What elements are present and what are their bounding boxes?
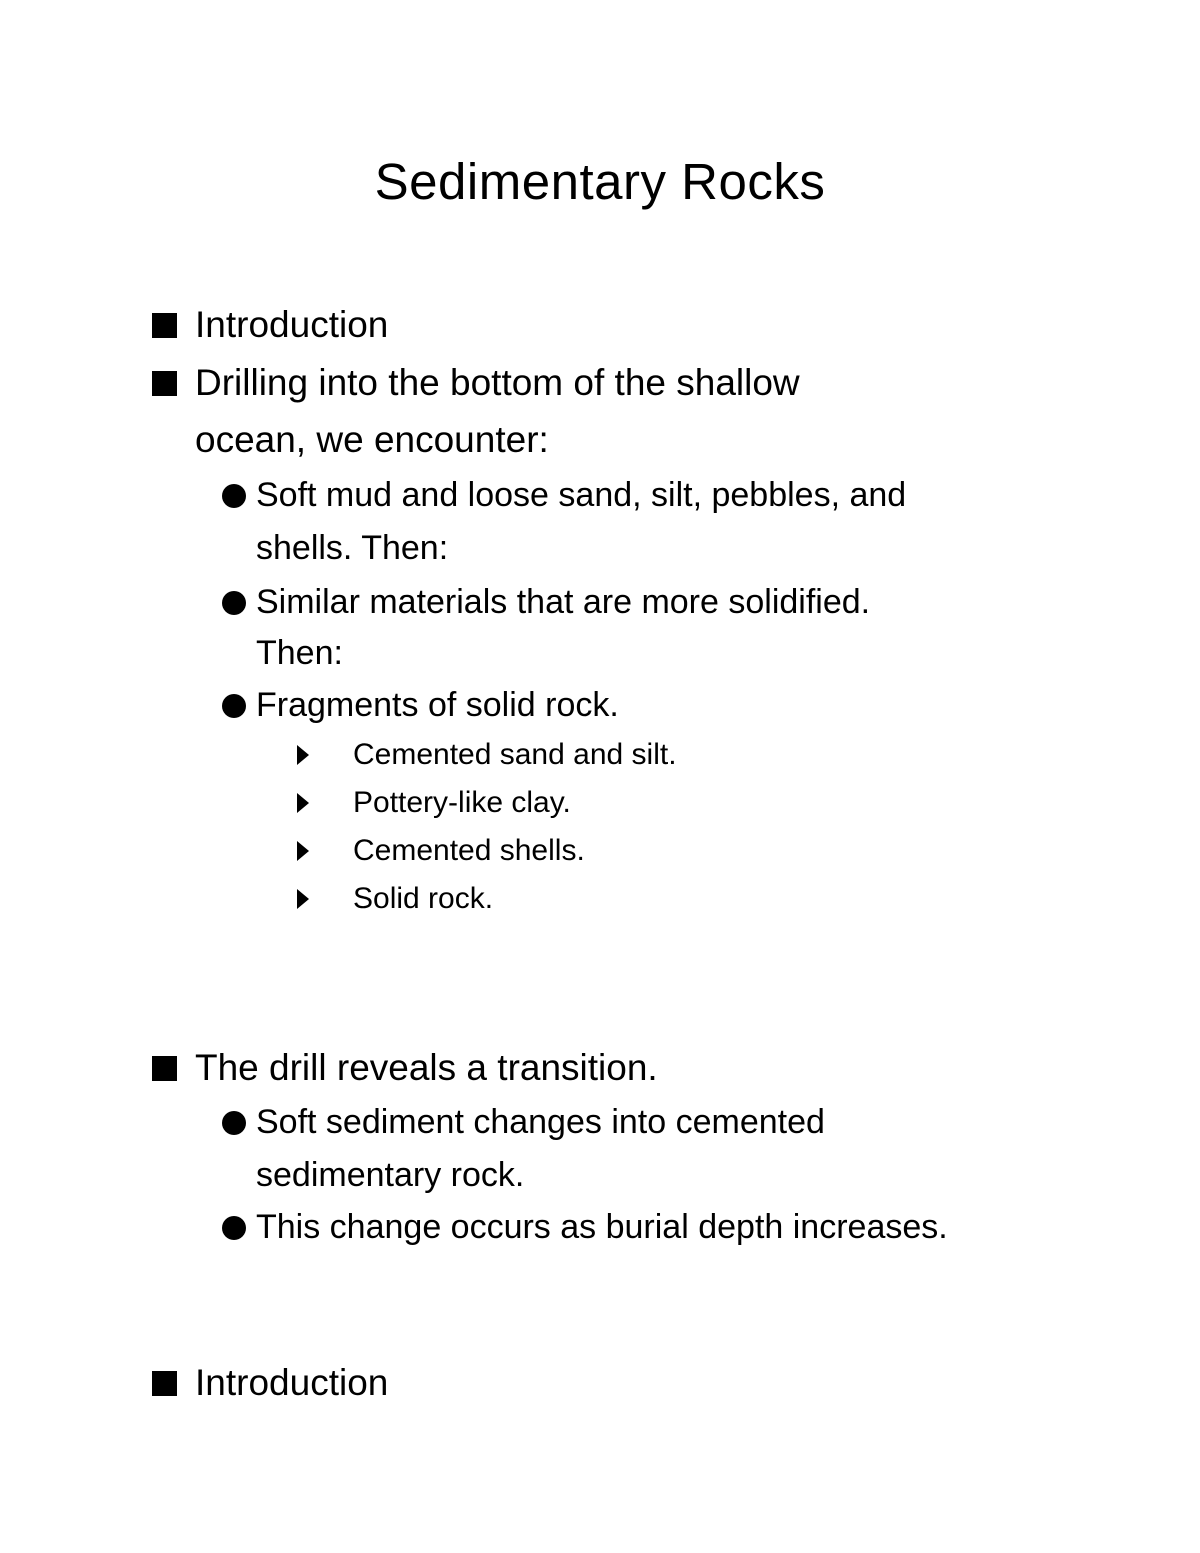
sub-bullet-soft-sediment-line1: Soft sediment changes into cemented (256, 1103, 825, 1141)
bullet-drilling-line2: ocean, we encounter: (195, 419, 549, 460)
bullet-introduction-2: Introduction (195, 1362, 389, 1403)
sub-bullet-similar-line2: Then: (256, 634, 343, 672)
triangle-bullet-icon (297, 889, 309, 909)
round-bullet-icon (222, 1216, 246, 1240)
sub-bullet-similar-line1: Similar materials that are more solidified. (256, 583, 871, 621)
bullet-introduction: Introduction (195, 304, 389, 345)
sub-bullet-burial-depth: This change occurs as burial depth increases. (256, 1208, 948, 1246)
fragment-item: Cemented shells. (353, 834, 585, 867)
fragment-item: Cemented sand and silt. (353, 738, 677, 771)
sub-bullet-fragments: Fragments of solid rock. (256, 686, 619, 724)
sub-bullet-soft-mud-line1: Soft mud and loose sand, silt, pebbles, and (256, 476, 907, 514)
bullet-transition: The drill reveals a transition. (195, 1047, 658, 1088)
bullet-drilling-line1: Drilling into the bottom of the shallow (195, 362, 800, 403)
triangle-bullet-icon (297, 793, 309, 813)
triangle-bullet-icon (297, 841, 309, 861)
sub-bullet-soft-mud-line2: shells. Then: (256, 529, 449, 567)
sub-bullet-soft-sediment-line2: sedimentary rock. (256, 1156, 525, 1194)
square-bullet-icon (152, 313, 177, 338)
square-bullet-icon (152, 371, 177, 396)
round-bullet-icon (222, 694, 246, 718)
triangle-bullet-icon (297, 745, 309, 765)
round-bullet-icon (222, 1111, 246, 1135)
fragment-item: Pottery-like clay. (353, 786, 571, 819)
fragment-item: Solid rock. (353, 882, 494, 915)
page-title: Sedimentary Rocks (374, 153, 826, 210)
round-bullet-icon (222, 591, 246, 615)
round-bullet-icon (222, 484, 246, 508)
square-bullet-icon (152, 1056, 177, 1081)
square-bullet-icon (152, 1371, 177, 1396)
